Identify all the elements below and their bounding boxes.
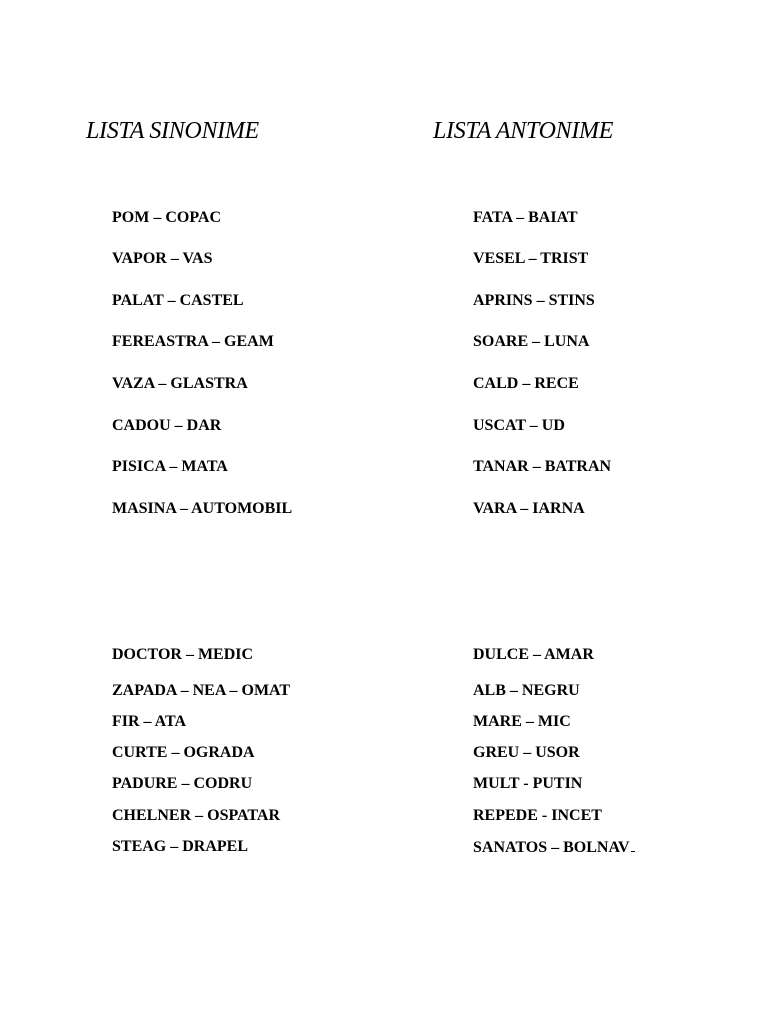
synonym-pair: VAPOR – VAS [112,250,213,267]
antonym-pair: TANAR – BATRAN [473,458,612,475]
synonym-pair: POM – COPAC [112,209,222,226]
synonym-pair: CHELNER – OSPATAR [112,807,281,824]
antonym-pair: USCAT – UD [473,417,565,434]
synonym-pair: PALAT – CASTEL [112,292,244,309]
synonyms-heading: LISTA SINONIME [86,118,259,144]
antonym-pair: SANATOS – BOLNAV [473,839,630,856]
synonym-pair: DOCTOR – MEDIC [112,646,254,663]
antonym-pair: DULCE – AMAR [473,646,594,663]
synonym-pair: VAZA – GLASTRA [112,375,248,392]
trailing-underline-mark [631,837,635,852]
antonym-pair: ALB – NEGRU [473,682,580,699]
synonym-pair: FIR – ATA [112,713,187,730]
antonym-pair: FATA – BAIAT [473,209,578,226]
synonym-pair: CURTE – OGRADA [112,744,255,761]
synonym-pair: MASINA – AUTOMOBIL [112,500,293,517]
synonym-pair: ZAPADA – NEA – OMAT [112,682,291,699]
antonyms-heading: LISTA ANTONIME [433,118,614,144]
antonym-pair: APRINS – STINS [473,292,595,309]
synonym-pair: PADURE – CODRU [112,775,253,792]
antonym-pair: GREU – USOR [473,744,580,761]
antonym-pair-with-trailing-mark [473,837,635,858]
antonym-pair: SOARE – LUNA [473,333,590,350]
synonym-pair: FEREASTRA – GEAM [112,333,274,350]
antonym-pair: MULT - PUTIN [473,775,583,792]
synonym-pair: CADOU – DAR [112,417,222,434]
antonym-pair: VESEL – TRIST [473,250,589,267]
antonym-pair: MARE – MIC [473,713,571,730]
antonym-pair: VARA – IARNA [473,500,585,517]
antonym-pair: REPEDE - INCET [473,807,602,824]
antonym-pair: CALD – RECE [473,375,579,392]
synonym-pair: PISICA – MATA [112,458,228,475]
synonym-pair: STEAG – DRAPEL [112,838,249,855]
